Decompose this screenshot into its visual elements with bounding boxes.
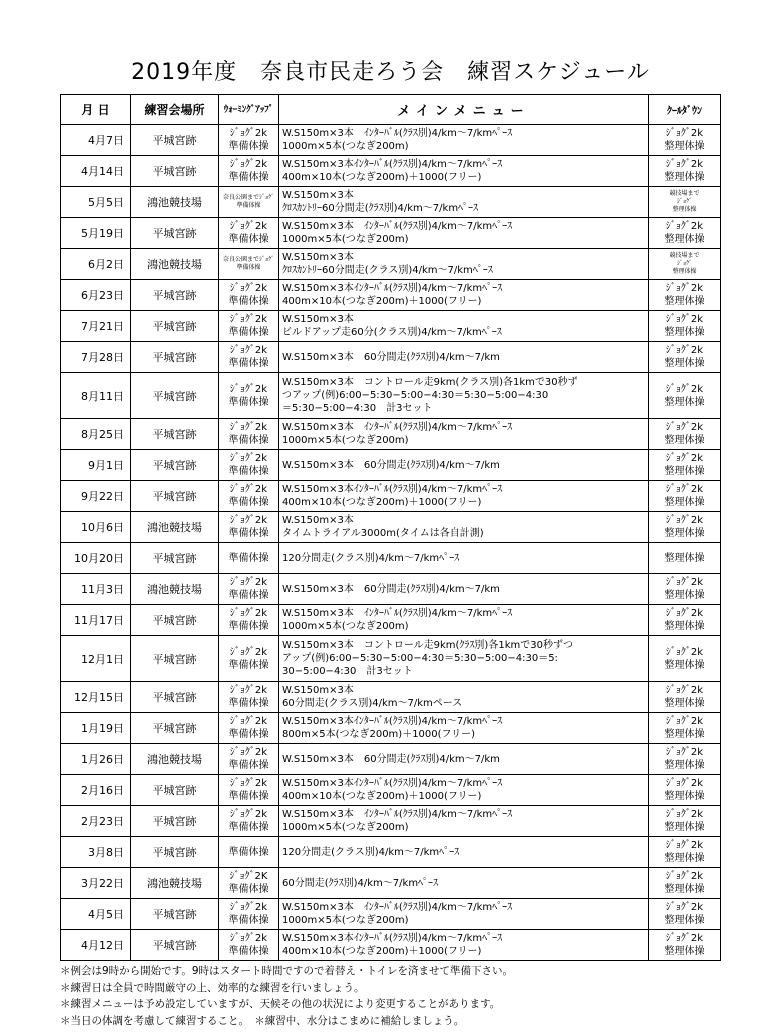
cooldown-cell [649, 682, 721, 713]
cooldown-exercise: 整理体操 [664, 296, 705, 307]
table-row [61, 543, 721, 574]
table-row [61, 744, 721, 775]
warmup-exercise: 準備体操 [228, 234, 269, 245]
venue-cell: 平城宮跡 [131, 311, 219, 342]
main-menu-cell: W.S150m×3本 ビルドアップ走60分(クラス別)4/km〜7/kmﾍﾟｰｽ [279, 311, 649, 342]
warmup-cell [219, 930, 279, 961]
cooldown-exercise: 整理体操 [664, 172, 705, 183]
cooldown-exercise: 整理体操 [664, 760, 705, 771]
main-menu-cell: W.S150m×3本ｲﾝﾀｰﾊﾞﾙ(ｸﾗｽ別)4/km〜7/kmﾍﾟｰｽ 400m×10本(つなぎ200m)＋1000(フリー) [279, 930, 649, 961]
warmup-cell [219, 682, 279, 713]
cooldown-jog: ｼﾞｮｸﾞ2k [665, 871, 704, 882]
cooldown-jog: ｼﾞｮｸﾞ2k [665, 608, 704, 619]
warmup-cell [219, 187, 279, 218]
cooldown-cell [649, 311, 721, 342]
venue-cell: 平城宮跡 [131, 775, 219, 806]
cooldown-jog: ｼﾞｮｸﾞ2k [665, 283, 704, 294]
cooldown-exercise: 整理体操 [664, 590, 705, 601]
warmup-cell [219, 806, 279, 837]
main-menu-cell: W.S150m×3本 60分間走(ｸﾗｽ別)4/km〜7/km [279, 450, 649, 481]
warmup-jog: ｼﾞｮｸﾞ2k [229, 128, 268, 139]
warmup-exercise: 準備体操 [236, 202, 261, 209]
main-menu-cell: W.S150m×3本 ｲﾝﾀｰﾊﾞﾙ(ｸﾗｽ別)4/km〜7/kmﾍﾟｰｽ 1000m×5本(つなぎ200m) [279, 899, 649, 930]
warmup-exercise: 準備体操 [228, 590, 269, 601]
date-cell: 3月8日 [61, 837, 131, 868]
main-menu-cell: W.S150m×3本 タイムトライアル3000m(タイムは各自計測) [279, 512, 649, 543]
warmup-exercise: 準備体操 [228, 497, 269, 508]
cooldown-exercise: 整理体操 [672, 268, 697, 275]
warmup-exercise: 準備体操 [236, 264, 261, 271]
table-row [61, 512, 721, 543]
cooldown-cell [649, 713, 721, 744]
warmup-cell [219, 280, 279, 311]
warmup-exercise: 準備体操 [228, 846, 269, 858]
cooldown-exercise: 整理体操 [664, 552, 705, 564]
cooldown-cell [649, 156, 721, 187]
cooldown-cell [649, 930, 721, 961]
table-row [61, 249, 721, 280]
venue-cell: 鴻池競技場 [131, 512, 219, 543]
warmup-cell [219, 775, 279, 806]
cooldown-exercise: 整理体操 [664, 915, 705, 926]
venue-cell: 平城宮跡 [131, 636, 219, 682]
warmup-cell [219, 837, 279, 868]
warmup-exercise: 準備体操 [228, 760, 269, 771]
venue-cell: 鴻池競技場 [131, 868, 219, 899]
warmup-exercise: 準備体操 [228, 466, 269, 477]
venue-cell: 平城宮跡 [131, 125, 219, 156]
warmup-cell [219, 373, 279, 419]
cooldown-cell [649, 744, 721, 775]
table-row [61, 280, 721, 311]
cooldown-exercise: 整理体操 [664, 435, 705, 446]
cooldown-exercise: 整理体操 [664, 659, 705, 671]
cooldown-cell [649, 512, 721, 543]
date-cell: 6月2日 [61, 249, 131, 280]
warmup-jog: ｼﾞｮｸﾞ2K [229, 871, 268, 882]
main-menu-cell: W.S150m×3本 ｲﾝﾀｰﾊﾞﾙ(ｸﾗｽ別)4/km〜7/kmﾍﾟｰｽ 1000m×5本(つなぎ200m) [279, 806, 649, 837]
cooldown-exercise: 整理体操 [664, 791, 705, 802]
table-row [61, 636, 721, 682]
cooldown-jog: 競技場まで [669, 252, 700, 259]
cooldown-exercise: 整理体操 [664, 497, 705, 508]
date-cell: 5月5日 [61, 187, 131, 218]
cooldown-jog: ｼﾞｮｸﾞ2k [665, 345, 704, 356]
cooldown-jog: ｼﾞｮｸﾞ2k [665, 716, 704, 727]
table-row [61, 125, 721, 156]
warmup-exercise: 準備体操 [228, 358, 269, 369]
cooldown-cell [649, 775, 721, 806]
date-cell: 7月21日 [61, 311, 131, 342]
table-row [61, 419, 721, 450]
warmup-exercise: 準備体操 [228, 884, 269, 895]
table-row [61, 713, 721, 744]
cooldown-exercise: 整理体操 [664, 946, 705, 957]
cooldown-cell [649, 373, 721, 419]
table-row [61, 156, 721, 187]
warmup-exercise: 準備体操 [228, 528, 269, 539]
header-main-menu: メインメニュー [279, 95, 649, 125]
table-row [61, 481, 721, 512]
warmup-jog: ｼﾞｮｸﾞ2k [229, 608, 268, 619]
cooldown-jog: ｼﾞｮｸﾞ2k [665, 221, 704, 232]
cooldown-cell [649, 280, 721, 311]
date-cell: 7月28日 [61, 342, 131, 373]
page-title: 2019年度 奈良市民走ろう会 練習スケジュール [131, 60, 650, 85]
cooldown-jog: ｼﾞｮｸﾞ2k [665, 646, 704, 658]
cooldown-cell [649, 249, 721, 280]
main-menu-cell: W.S150m×3本 ｲﾝﾀｰﾊﾞﾙ(ｸﾗｽ別)4/km〜7/kmﾍﾟｰｽ 1000m×5本(つなぎ200m) [279, 419, 649, 450]
warmup-exercise: 準備体操 [228, 946, 269, 957]
cooldown-jog: ｼﾞｮｸﾞ2k [665, 383, 704, 395]
warmup-jog: ｼﾞｮｸﾞ2k [229, 646, 268, 658]
cooldown-exercise: 整理体操 [664, 358, 705, 369]
main-menu-cell: W.S150m×3本 ｲﾝﾀｰﾊﾞﾙ(ｸﾗｽ別)4/km〜7/kmﾍﾟｰｽ 1000m×5本(つなぎ200m) [279, 125, 649, 156]
date-cell: 2月16日 [61, 775, 131, 806]
note-line: ＊練習メニューは予め設定していますが、天候その他の状況により変更することがあります。 [60, 998, 501, 1010]
warmup-jog: ｼﾞｮｸﾞ2k [229, 933, 268, 944]
cooldown-jog: ｼﾞｮｸﾞ2k [665, 778, 704, 789]
warmup-exercise: 準備体操 [228, 172, 269, 183]
table-row [61, 868, 721, 899]
venue-cell: 鴻池競技場 [131, 249, 219, 280]
venue-cell: 平城宮跡 [131, 481, 219, 512]
cooldown-exercise: 整理体操 [664, 698, 705, 709]
venue-cell: 平城宮跡 [131, 806, 219, 837]
warmup-exercise: 準備体操 [228, 822, 269, 833]
main-menu-cell: W.S150m×3本 コントロール走9km(クラス別)各1kmで30秒ず つアップ(例)6:00−5:30−5:00−4:30＝5:30−5:00−4:30 ＝5:30−5:00−4:30 計3セット [279, 373, 649, 419]
warmup-jog: ｼﾞｮｸﾞ2k [229, 484, 268, 495]
date-cell: 9月22日 [61, 481, 131, 512]
table-row [61, 837, 721, 868]
cooldown-jog: ｼﾞｮｸﾞ2k [665, 685, 704, 696]
header-date: 月 日 [61, 95, 131, 125]
warmup-jog: 奈良公園までｼﾞｮｸﾞ [222, 194, 274, 201]
schedule-body [61, 125, 721, 961]
warmup-jog: ｼﾞｮｸﾞ2k [229, 314, 268, 325]
cooldown-jog: ｼﾞｮｸﾞ2k [665, 809, 704, 820]
main-menu-cell: 60分間走(ｸﾗｽ別)4/km〜7/kmﾍﾟｰｽ [279, 868, 649, 899]
date-cell: 4月14日 [61, 156, 131, 187]
main-menu-cell: W.S150m×3本 ｸﾛｽｶﾝﾄﾘｰ60分間走(ｸﾗｽ別)4/km〜7/kmﾍﾟｰｽ [279, 187, 649, 218]
venue-cell: 平城宮跡 [131, 713, 219, 744]
main-menu-cell: W.S150m×3本 コントロール走9km(ｸﾗｽ別)各1kmで30秒ずつ アップ(例)6:00−5:30−5:00−4:30＝5:30−5:00−4:30＝5: 30−5:00−4:30 計3セット [279, 636, 649, 682]
warmup-cell [219, 512, 279, 543]
warmup-jog: ｼﾞｮｸﾞ2k [229, 422, 268, 433]
notes-section [60, 963, 760, 1029]
date-cell: 6月23日 [61, 280, 131, 311]
warmup-cell [219, 450, 279, 481]
warmup-jog: ｼﾞｮｸﾞ2k [229, 716, 268, 727]
date-cell: 8月11日 [61, 373, 131, 419]
cooldown-jog: ｼﾞｮｸﾞ2k [665, 453, 704, 464]
warmup-cell [219, 311, 279, 342]
cooldown-cell [649, 574, 721, 605]
warmup-exercise: 準備体操 [228, 659, 269, 671]
date-cell: 9月1日 [61, 450, 131, 481]
cooldown-cell [649, 125, 721, 156]
cooldown-exercise: 整理体操 [664, 234, 705, 245]
cooldown-jog: 競技場まで [669, 190, 700, 197]
warmup-exercise: 準備体操 [228, 915, 269, 926]
warmup-cell [219, 342, 279, 373]
date-cell: 5月19日 [61, 218, 131, 249]
header-venue: 練習会場所 [131, 95, 219, 125]
main-menu-cell: 120分間走(クラス別)4/km〜7/kmﾍﾟｰｽ [279, 543, 649, 574]
cooldown-exercise: 整理体操 [664, 141, 705, 152]
schedule-table [60, 94, 721, 961]
cooldown-exercise: 整理体操 [664, 327, 705, 338]
main-menu-cell: W.S150m×3本ｲﾝﾀｰﾊﾞﾙ(ｸﾗｽ別)4/km〜7/kmﾍﾟｰｽ 400m×10本(つなぎ200m)＋1000(フリー) [279, 481, 649, 512]
cooldown-jog: ｼﾞｮｸﾞ2k [665, 840, 704, 851]
warmup-exercise: 準備体操 [228, 552, 269, 564]
table-row [61, 899, 721, 930]
cooldown-jog: ｼﾞｮｸﾞ2k [665, 128, 704, 139]
warmup-exercise: 準備体操 [228, 435, 269, 446]
cooldown-cell [649, 899, 721, 930]
date-cell: 8月25日 [61, 419, 131, 450]
date-cell: 12月1日 [61, 636, 131, 682]
venue-cell: 鴻池競技場 [131, 187, 219, 218]
warmup-jog: ｼﾞｮｸﾞ2k [229, 809, 268, 820]
main-menu-cell: W.S150m×3本ｲﾝﾀｰﾊﾞﾙ(ｸﾗｽ別)4/km〜7/kmﾍﾟｰｽ 400m×10本(つなぎ200m)＋1000(フリー) [279, 775, 649, 806]
date-cell: 4月5日 [61, 899, 131, 930]
warmup-jog: ｼﾞｮｸﾞ2k [229, 515, 268, 526]
cooldown-jog: ｼﾞｮｸﾞ2k [665, 515, 704, 526]
warmup-cell [219, 419, 279, 450]
header-warmup: ｳｫｰﾐﾝｸﾞｱｯﾌﾟ [219, 95, 279, 125]
warmup-cell [219, 249, 279, 280]
main-menu-cell: W.S150m×3本 ｲﾝﾀｰﾊﾞﾙ(ｸﾗｽ別)4/km〜7/kmﾍﾟｰｽ 1000m×5本(つなぎ200m) [279, 218, 649, 249]
venue-cell: 平城宮跡 [131, 682, 219, 713]
venue-cell: 平城宮跡 [131, 156, 219, 187]
note-line: ＊例会は9時から開始です。9時はスタート時間ですので着替え・トイレを済ませて準備下さい。 [60, 965, 513, 977]
note-line: ＊練習日は全員で時間厳守の上、効率的な練習を行いましょう。 [60, 981, 365, 994]
cooldown-exercise: 整理体操 [664, 528, 705, 539]
warmup-cell [219, 218, 279, 249]
table-row [61, 311, 721, 342]
venue-cell: 平城宮跡 [131, 373, 219, 419]
warmup-cell [219, 156, 279, 187]
cooldown-jog: ｼﾞｮｸﾞ2k [665, 159, 704, 170]
date-cell: 2月23日 [61, 806, 131, 837]
main-menu-cell: W.S150m×3本 60分間走(ｸﾗｽ別)4/km〜7/km [279, 744, 649, 775]
table-row [61, 775, 721, 806]
date-cell: 4月12日 [61, 930, 131, 961]
warmup-exercise: 準備体操 [228, 396, 269, 408]
cooldown-exercise: ｼﾞｮｸﾞ [676, 198, 692, 205]
cooldown-cell [649, 218, 721, 249]
date-cell: 1月26日 [61, 744, 131, 775]
cooldown-cell [649, 187, 721, 218]
cooldown-cell [649, 481, 721, 512]
venue-cell: 平城宮跡 [131, 342, 219, 373]
date-cell: 4月7日 [61, 125, 131, 156]
venue-cell: 鴻池競技場 [131, 574, 219, 605]
warmup-exercise: 準備体操 [228, 791, 269, 802]
header-row [61, 95, 721, 125]
cooldown-cell [649, 837, 721, 868]
cooldown-exercise: 整理体操 [664, 729, 705, 740]
warmup-cell [219, 481, 279, 512]
cooldown-jog: ｼﾞｮｸﾞ2k [665, 902, 704, 913]
cooldown-jog: ｼﾞｮｸﾞ2k [665, 422, 704, 433]
cooldown-jog: ｼﾞｮｸﾞ2k [665, 933, 704, 944]
date-cell: 3月22日 [61, 868, 131, 899]
date-cell: 11月3日 [61, 574, 131, 605]
cooldown-exercise: ｼﾞｮｸﾞ [676, 260, 692, 267]
warmup-jog: ｼﾞｮｸﾞ2k [229, 685, 268, 696]
warmup-jog: ｼﾞｮｸﾞ2k [229, 345, 268, 356]
warmup-jog: ｼﾞｮｸﾞ2k [229, 747, 268, 758]
cooldown-cell [649, 636, 721, 682]
warmup-cell [219, 744, 279, 775]
main-menu-cell: W.S150m×3本 60分間走(ｸﾗｽ別)4/km〜7/km [279, 574, 649, 605]
venue-cell: 平城宮跡 [131, 280, 219, 311]
venue-cell: 平城宮跡 [131, 218, 219, 249]
main-menu-cell: W.S150m×3本 ｲﾝﾀｰﾊﾞﾙ(ｸﾗｽ別)4/km〜7/kmﾍﾟｰｽ 1000m×5本(つなぎ200m) [279, 605, 649, 636]
table-row [61, 450, 721, 481]
cooldown-exercise: 整理体操 [672, 206, 697, 213]
note-line: ＊当日の体調を考慮して練習すること。 ＊練習中、水分はこまめに補給しましょう。 [60, 1014, 465, 1027]
cooldown-cell [649, 868, 721, 899]
cooldown-exercise: 整理体操 [664, 621, 705, 632]
table-row [61, 574, 721, 605]
warmup-cell [219, 713, 279, 744]
warmup-cell [219, 899, 279, 930]
venue-cell: 平城宮跡 [131, 419, 219, 450]
cooldown-cell [649, 450, 721, 481]
warmup-exercise: 準備体操 [228, 621, 269, 632]
venue-cell: 平城宮跡 [131, 543, 219, 574]
cooldown-cell [649, 806, 721, 837]
venue-cell: 平城宮跡 [131, 605, 219, 636]
venue-cell: 平城宮跡 [131, 899, 219, 930]
cooldown-cell [649, 543, 721, 574]
main-menu-cell: W.S150m×3本ｲﾝﾀｰﾊﾞﾙ(ｸﾗｽ別)4/km〜7/kmﾍﾟｰｽ 800m×5本(つなぎ200m)＋1000(フリー) [279, 713, 649, 744]
table-row [61, 806, 721, 837]
venue-cell: 鴻池競技場 [131, 744, 219, 775]
table-row [61, 373, 721, 419]
warmup-jog: ｼﾞｮｸﾞ2k [229, 283, 268, 294]
warmup-jog: ｼﾞｮｸﾞ2k [229, 778, 268, 789]
cooldown-jog: ｼﾞｮｸﾞ2k [665, 577, 704, 588]
cooldown-cell [649, 605, 721, 636]
warmup-jog: ｼﾞｮｸﾞ2k [229, 902, 268, 913]
date-cell: 11月17日 [61, 605, 131, 636]
venue-cell: 平城宮跡 [131, 930, 219, 961]
venue-cell: 平城宮跡 [131, 450, 219, 481]
table-row [61, 342, 721, 373]
warmup-jog: ｼﾞｮｸﾞ2k [229, 159, 268, 170]
warmup-exercise: 準備体操 [228, 296, 269, 307]
cooldown-jog: ｼﾞｮｸﾞ2k [665, 484, 704, 495]
warmup-exercise: 準備体操 [228, 141, 269, 152]
warmup-cell [219, 605, 279, 636]
cooldown-exercise: 整理体操 [664, 396, 705, 408]
warmup-jog: 奈良公園までｼﾞｮｸﾞ [222, 256, 274, 263]
cooldown-exercise: 整理体操 [664, 822, 705, 833]
date-cell: 10月20日 [61, 543, 131, 574]
table-row [61, 930, 721, 961]
warmup-cell [219, 543, 279, 574]
warmup-jog: ｼﾞｮｸﾞ2k [229, 577, 268, 588]
cooldown-jog: ｼﾞｮｸﾞ2k [665, 314, 704, 325]
warmup-jog: ｼﾞｮｸﾞ2k [229, 383, 268, 395]
cooldown-exercise: 整理体操 [664, 466, 705, 477]
table-row [61, 218, 721, 249]
date-cell: 12月15日 [61, 682, 131, 713]
date-cell: 1月19日 [61, 713, 131, 744]
date-cell: 10月6日 [61, 512, 131, 543]
warmup-cell [219, 574, 279, 605]
main-menu-cell: W.S150m×3本 ｸﾛｽｶﾝﾄﾘｰ60分間走(クラス別)4/km〜7/kmﾍﾟｰｽ [279, 249, 649, 280]
warmup-cell [219, 868, 279, 899]
cooldown-exercise: 整理体操 [664, 853, 705, 864]
cooldown-exercise: 整理体操 [664, 884, 705, 895]
warmup-exercise: 準備体操 [228, 729, 269, 740]
warmup-exercise: 準備体操 [228, 698, 269, 709]
warmup-jog: ｼﾞｮｸﾞ2k [229, 221, 268, 232]
warmup-jog: ｼﾞｮｸﾞ2k [229, 453, 268, 464]
main-menu-cell: W.S150m×3本ｲﾝﾀｰﾊﾞﾙ(ｸﾗｽ別)4/km〜7/kmﾍﾟｰｽ 400m×10本(つなぎ200m)＋1000(フリー) [279, 156, 649, 187]
warmup-exercise: 準備体操 [228, 327, 269, 338]
cooldown-cell [649, 419, 721, 450]
warmup-cell [219, 125, 279, 156]
warmup-cell [219, 636, 279, 682]
main-menu-cell: 120分間走(クラス別)4/km〜7/kmﾍﾟｰｽ [279, 837, 649, 868]
table-row [61, 187, 721, 218]
cooldown-cell [649, 342, 721, 373]
main-menu-cell: W.S150m×3本 60分間走(ｸﾗｽ別)4/km〜7/km [279, 342, 649, 373]
main-menu-cell: W.S150m×3本ｲﾝﾀｰﾊﾞﾙ(ｸﾗｽ別)4/km〜7/kmﾍﾟｰｽ 400m×10本(つなぎ200m)＋1000(フリー) [279, 280, 649, 311]
table-row [61, 682, 721, 713]
header-cooldown: ｸｰﾙﾀﾞｳﾝ [649, 95, 721, 125]
cooldown-jog: ｼﾞｮｸﾞ2k [665, 747, 704, 758]
venue-cell: 平城宮跡 [131, 837, 219, 868]
table-row [61, 605, 721, 636]
main-menu-cell: W.S150m×3本 60分間走(クラス別)4/km〜7/kmペース [279, 682, 649, 713]
